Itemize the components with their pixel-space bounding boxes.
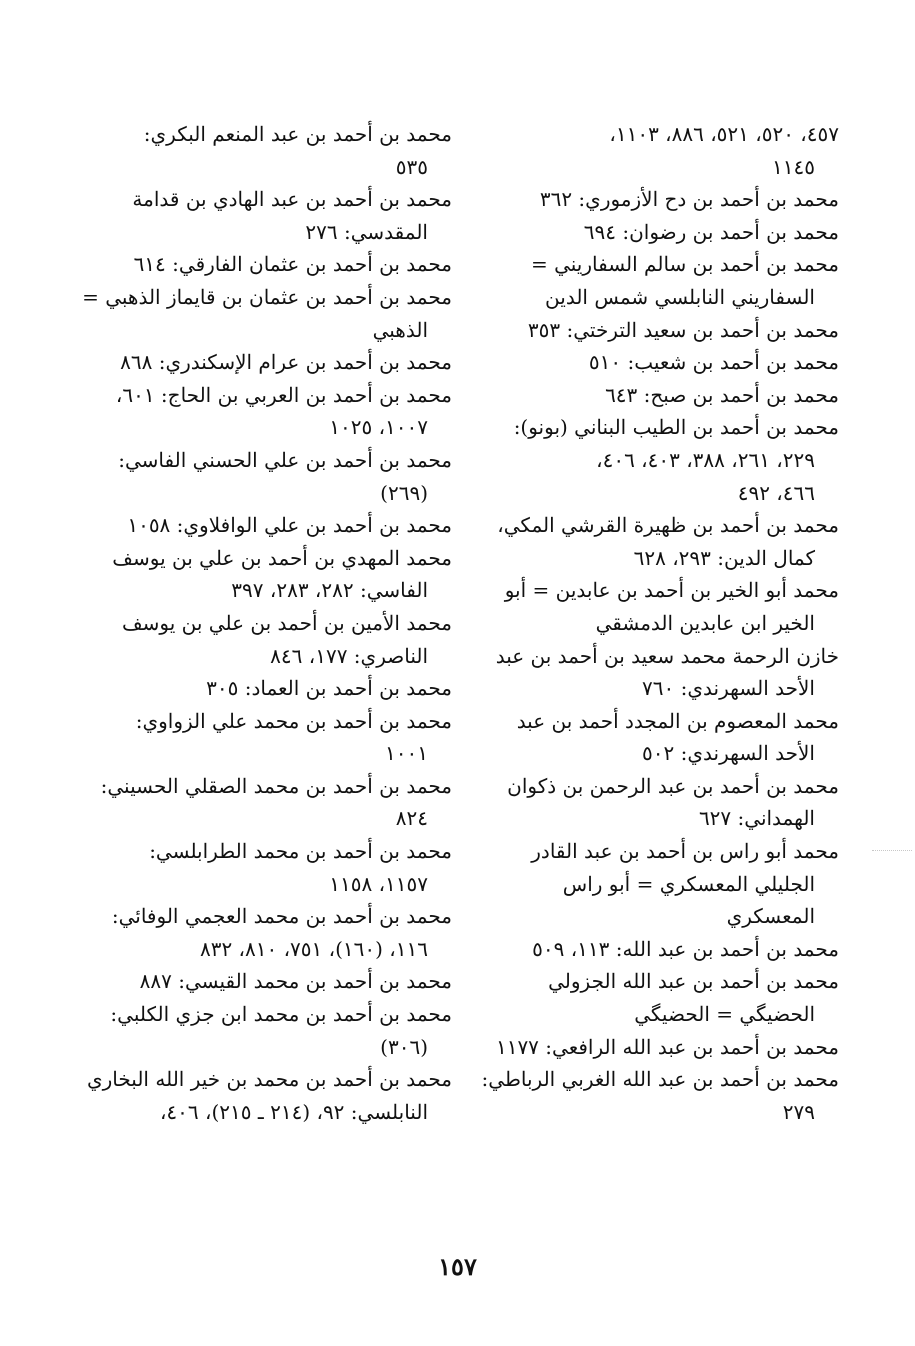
index-entry xyxy=(484,314,839,347)
entry-line: محمد بن أحمد بن محمد ابن جزي الكلبي: xyxy=(110,1002,452,1027)
entry-continuation: المعسكري xyxy=(726,904,815,929)
index-entry xyxy=(484,705,839,770)
entry-continuation: الحضيگي = الحضيگي xyxy=(634,1002,815,1027)
index-entry xyxy=(97,183,452,248)
entry-line: محمد بن أحمد بن محمد القيسي: ٨٨٧ xyxy=(139,969,452,994)
entry-line: ٤٥٧، ٥٢٠، ٥٢١، ٨٨٦، ١١٠٣، xyxy=(609,122,839,146)
index-entry xyxy=(82,281,452,346)
entry-line: محمد بن أحمد بن صبح: ٦٤٣ xyxy=(605,382,839,407)
index-entry xyxy=(97,118,452,183)
entry-line: محمد بن أحمد بن محمد العجمي الوفائي: xyxy=(111,904,452,929)
index-entry xyxy=(484,346,839,379)
entry-continuation: الأحد السهرندي: ٧٦٠ xyxy=(642,676,815,701)
entry-line: محمد بن أحمد بن دح الأزموري: ٣٦٢ xyxy=(539,187,839,212)
index-entry xyxy=(97,672,452,705)
entry-line: محمد الأمين بن أحمد بن علي بن يوسف xyxy=(121,610,452,635)
entry-continuation: ٨٢٤ xyxy=(395,806,428,831)
entry-line: محمد أبو الخير بن أحمد بن عابدين = أبو xyxy=(504,578,839,603)
entry-line: محمد أبو راس بن أحمد بن عبد القادر xyxy=(531,839,839,864)
index-entry xyxy=(484,770,839,835)
index-entry xyxy=(97,900,452,965)
index-entry xyxy=(484,965,839,1030)
entry-continuation: (٢٦٩) xyxy=(380,480,428,505)
entry-continuation: ١١٤٥ xyxy=(772,154,815,179)
entry-line: محمد بن أحمد بن محمد علي الزواوي: xyxy=(135,708,452,733)
entry-continuation: ٤٦٦، ٤٩٢ xyxy=(737,480,815,505)
entry-continuation: الفاسي: ٢٨٢، ٢٨٣، ٣٩٧ xyxy=(231,578,428,603)
scan-artifact-dots xyxy=(872,850,912,853)
index-entry xyxy=(484,183,839,216)
entry-line: محمد بن أحمد بن عرام الإسكندري: ٨٦٨ xyxy=(120,350,452,375)
entry-line: محمد بن أحمد بن عبد الله الغربي الرباطي: xyxy=(481,1067,839,1092)
entry-line: محمد بن أحمد بن علي الوافلاوي: ١٠٥٨ xyxy=(127,513,452,538)
entry-continuation: ٢٧٩ xyxy=(782,1099,815,1124)
entry-line: محمد بن أحمد بن عبد الله: ١١٣، ٥٠٩ xyxy=(532,936,839,961)
index-entry xyxy=(484,1031,839,1064)
entry-continuation: النابلسي: ٩٢، (٢١٤ ـ ٢١٥)، ٤٠٦، xyxy=(159,1099,428,1124)
index-entry xyxy=(97,509,452,542)
entry-continuation: الناصري: ١٧٧، ٨٤٦ xyxy=(270,643,428,668)
entry-line: محمد بن أحمد بن عبد الهادي بن قدامة xyxy=(132,187,452,212)
entry-line: محمد بن أحمد بن عبد المنعم البكري: xyxy=(143,122,452,146)
entry-line: محمد بن أحمد بن العربي بن الحاج: ٦٠١، xyxy=(115,382,452,407)
index-entry xyxy=(484,216,839,249)
entry-line: محمد بن أحمد بن الطيب البناني (بونو): xyxy=(513,415,839,440)
entry-line: خازن الرحمة محمد سعيد بن أحمد بن عبد xyxy=(495,643,839,668)
entry-line: محمد بن أحمد بن سالم السفاريني = xyxy=(530,252,839,277)
index-entry xyxy=(484,248,839,313)
entry-line: محمد بن أحمد بن رضوان: ٦٩٤ xyxy=(583,219,839,244)
index-entry xyxy=(97,542,452,607)
index-entry xyxy=(484,933,839,966)
entry-line: محمد بن أحمد بن عبد الرحمن بن ذكوان xyxy=(507,773,839,798)
index-entry xyxy=(484,835,839,933)
index-entry xyxy=(86,1063,452,1128)
entry-continuation: (٣٠٦) xyxy=(380,1034,428,1059)
entry-line: محمد بن أحمد بن علي الحسني الفاسي: xyxy=(118,447,452,472)
entry-continuation: الأحد السهرندي: ٥٠٢ xyxy=(642,741,815,766)
index-entry xyxy=(484,574,839,639)
right-column xyxy=(481,118,839,1128)
entry-continuation: المقدسي: ٢٧٦ xyxy=(305,219,428,244)
entry-line: محمد بن أحمد بن العماد: ٣٠٥ xyxy=(206,676,452,701)
entry-continuation: ١١٦، (١٦٠)، ٧٥١، ٨١٠، ٨٣٢ xyxy=(199,936,428,961)
entry-continuation: ١٠٠١ xyxy=(385,741,428,766)
index-entry xyxy=(97,998,452,1063)
entry-continuation: الهمداني: ٦٢٧ xyxy=(698,806,815,831)
index-entry xyxy=(97,835,452,900)
entry-continuation: ١١٥٧، ١١٥٨ xyxy=(329,871,428,896)
index-entry xyxy=(97,965,452,998)
index-entry xyxy=(484,640,839,705)
index-entry xyxy=(97,444,452,509)
index-entry xyxy=(97,607,452,672)
index-entry xyxy=(97,379,452,444)
entry-line: محمد بن أحمد بن عبد الله الجزولي xyxy=(548,969,839,994)
entry-line: محمد بن أحمد بن شعيب: ٥١٠ xyxy=(588,350,839,375)
entry-continuation: ١٠٠٧، ١٠٢٥ xyxy=(329,415,428,440)
entry-line: محمد المهدي بن أحمد بن علي بن يوسف xyxy=(112,545,452,570)
entry-continuation: الخير ابن عابدين الدمشقي xyxy=(595,610,815,635)
index-entry xyxy=(484,411,839,509)
entry-line: محمد بن أحمد بن محمد الصقلي الحسيني: xyxy=(100,773,452,798)
left-column xyxy=(82,118,452,1128)
index-entry xyxy=(481,1063,839,1128)
index-entry xyxy=(484,509,839,574)
entry-continuation: كمال الدين: ٢٩٣، ٦٢٨ xyxy=(633,545,815,570)
entry-continuation: ٥٣٥ xyxy=(395,154,428,179)
entry-continuation: الذهبي xyxy=(372,317,428,342)
entry-continuation: الجليلي المعسكري = أبو راس xyxy=(562,871,815,896)
index-entry xyxy=(484,118,839,183)
index-entry xyxy=(97,346,452,379)
index-entry xyxy=(97,248,452,281)
entry-line: محمد بن أحمد بن عبد الله الرافعي: ١١٧٧ xyxy=(495,1034,839,1059)
entry-line: محمد بن أحمد بن عثمان الفارقي: ٦١٤ xyxy=(133,252,452,277)
index-entry xyxy=(97,705,452,770)
index-entry xyxy=(484,379,839,412)
entry-line: محمد بن أحمد بن سعيد الترختي: ٣٥٣ xyxy=(527,317,839,342)
entry-continuation: السفاريني النابلسي شمس الدين xyxy=(545,284,815,309)
entry-line: محمد بن أحمد بن ظهيرة القرشي المكي، xyxy=(497,513,839,538)
page-number: ١٥٧ xyxy=(438,1252,477,1281)
index-entry xyxy=(97,770,452,835)
entry-continuation: ٢٢٩، ٢٦١، ٣٨٨، ٤٠٣، ٤٠٦، xyxy=(596,447,815,472)
entry-line: محمد بن أحمد بن عثمان بن قايماز الذهبي = xyxy=(82,284,452,309)
entry-line: محمد المعصوم بن المجدد أحمد بن عبد xyxy=(516,708,839,733)
entry-line: محمد بن أحمد بن محمد الطرابلسي: xyxy=(149,839,452,864)
entry-line: محمد بن أحمد بن محمد بن خير الله البخاري xyxy=(86,1067,452,1092)
